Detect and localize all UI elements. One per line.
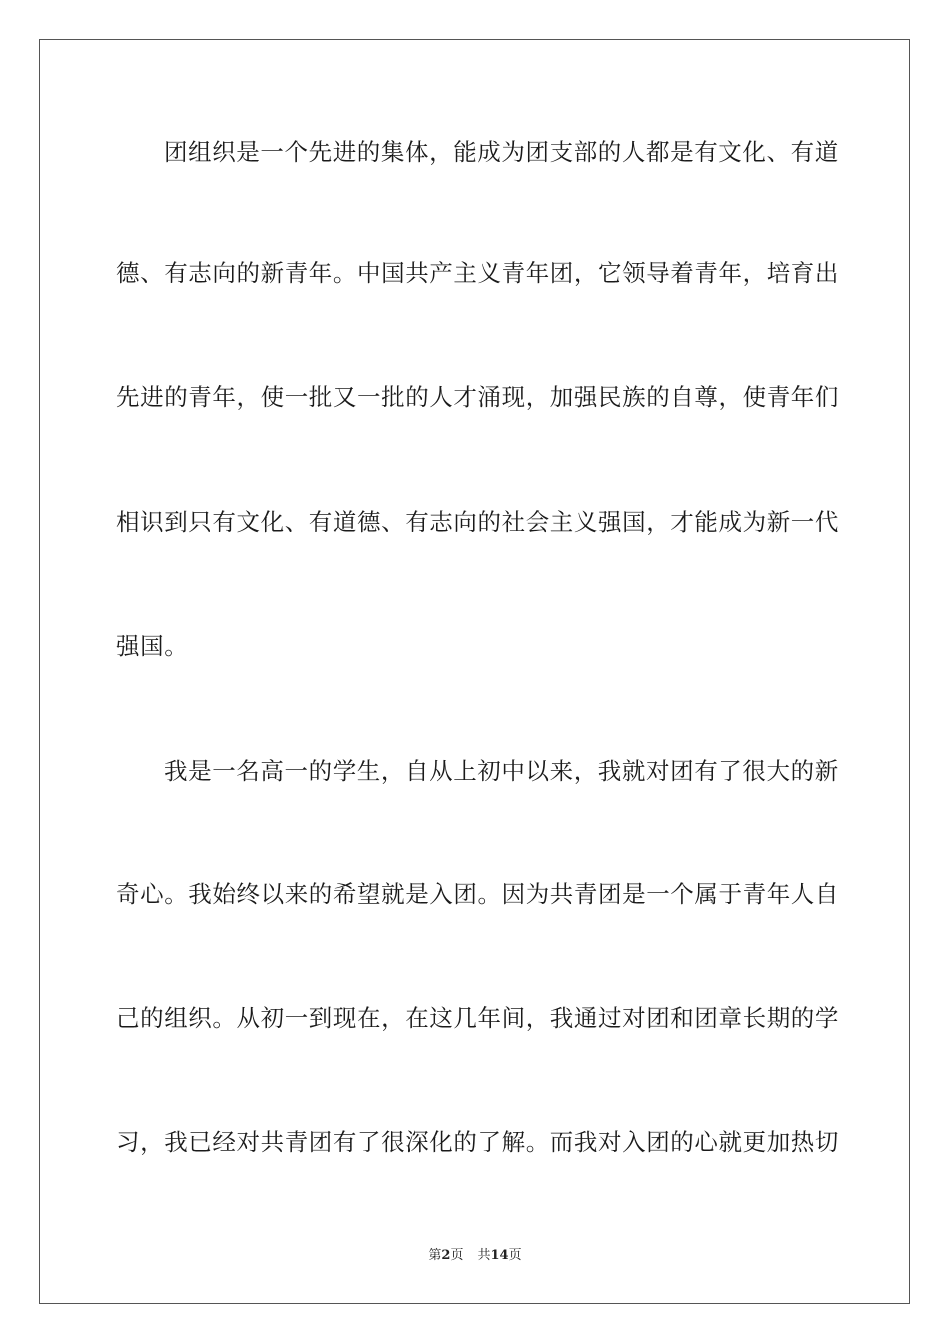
footer-page-number: 2 — [441, 1248, 451, 1263]
paragraph-1-line-3: 先进的青年，使一批又一批的人才涌现，加强民族的自尊，使青年们 — [116, 383, 839, 411]
paragraph-1-line-2: 德、有志向的新青年。中国共产主义青年团，它领导着青年，培育出 — [116, 259, 839, 287]
paragraph-2-line-3: 己的组织。从初一到现在，在这几年间，我通过对团和团章长期的学 — [116, 1004, 839, 1032]
footer-page-suffix: 页 — [450, 1248, 464, 1263]
footer-total-prefix: 共 — [477, 1248, 491, 1263]
paragraph-1-line-4: 相识到只有文化、有道德、有志向的社会主义强国，才能成为新一代 — [116, 508, 839, 536]
footer-total-pages: 14 — [490, 1248, 509, 1263]
paragraph-2-line-1: 我是一名高一的学生，自从上初中以来，我就对团有了很大的新 — [164, 757, 839, 785]
footer-total-suffix: 页 — [508, 1248, 522, 1263]
paragraph-2-line-4: 习，我已经对共青团有了很深化的了解。而我对入团的心就更加热切 — [116, 1128, 839, 1156]
paragraph-1-line-1: 团组织是一个先进的集体，能成为团支部的人都是有文化、有道 — [164, 138, 839, 166]
page-footer — [0, 1246, 950, 1266]
page-border — [39, 39, 910, 1304]
paragraph-2-line-2: 奇心。我始终以来的希望就是入团。因为共青团是一个属于青年人自 — [116, 880, 839, 908]
footer-page-prefix: 第 — [428, 1248, 442, 1263]
paragraph-1-line-5: 强国。 — [116, 632, 189, 660]
